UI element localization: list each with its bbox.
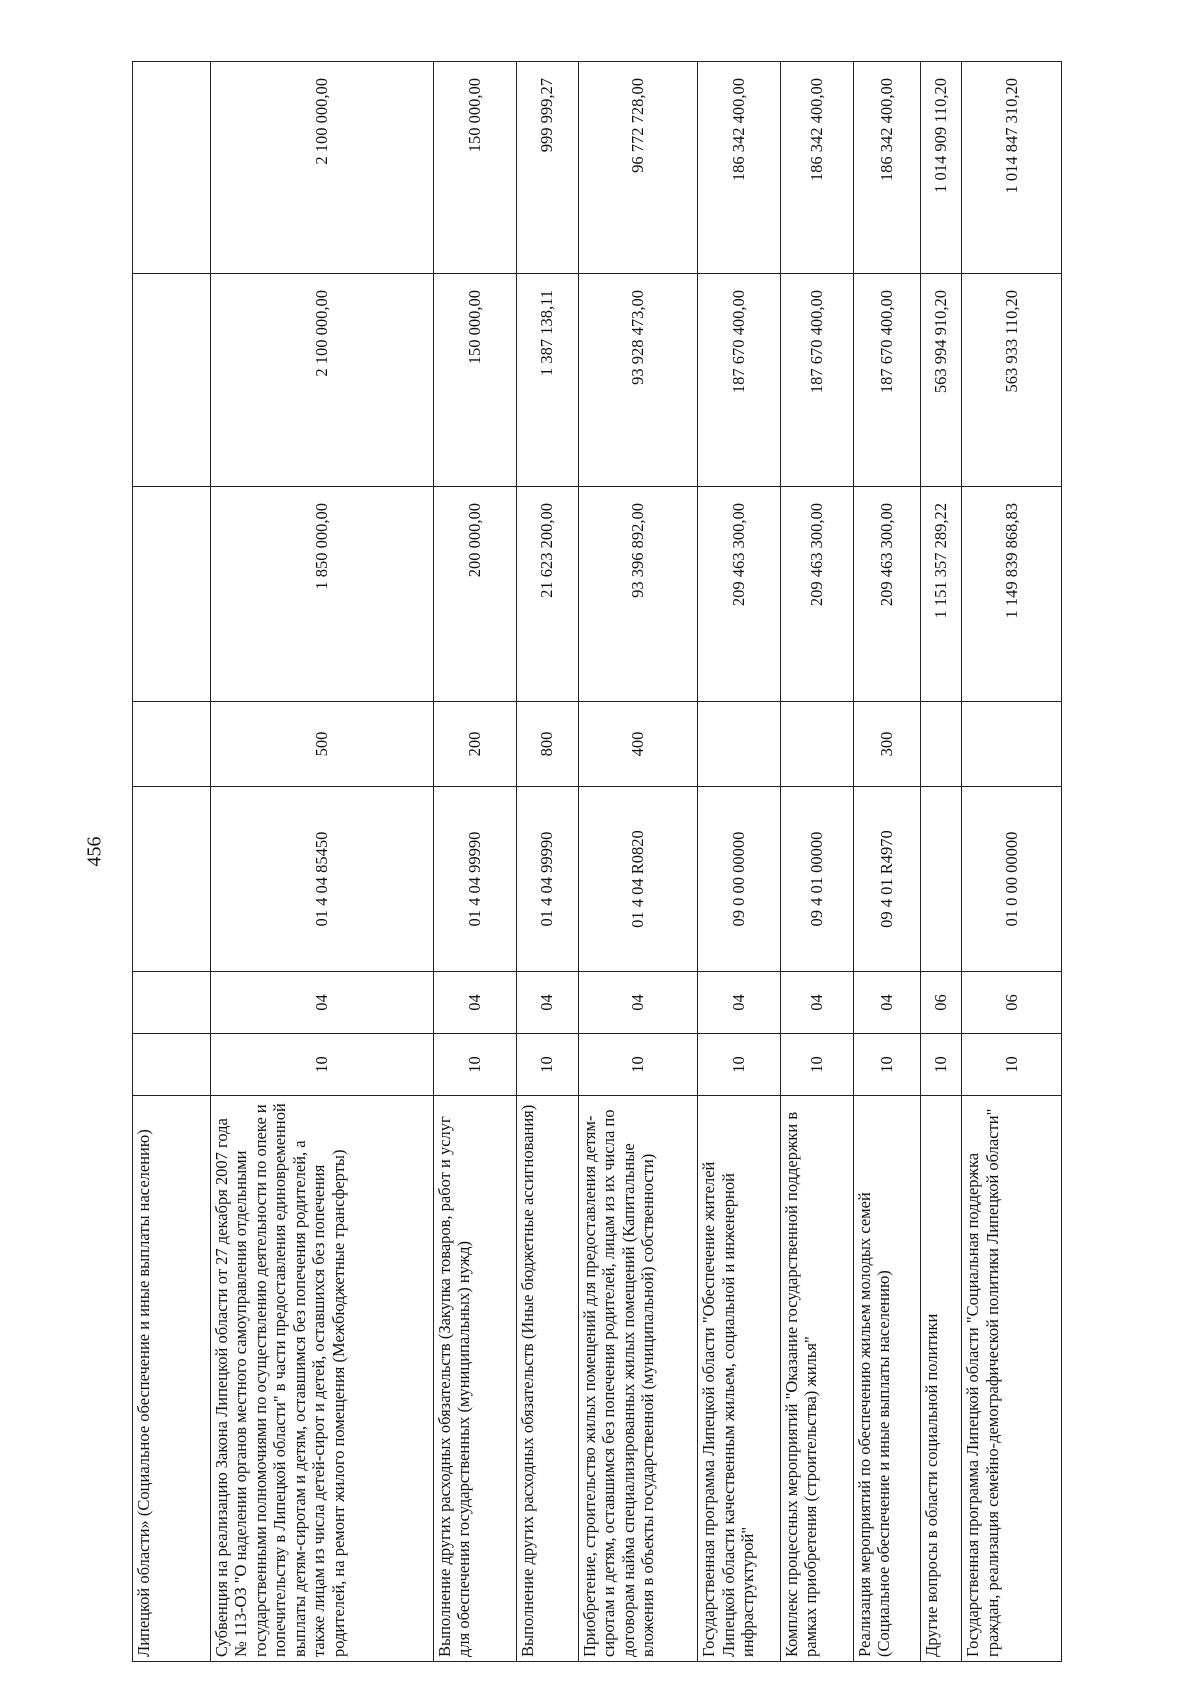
subsection-code-cell: 04 [698, 972, 781, 1034]
table-row [780, 62, 853, 1662]
year1-amount-cell: 209 463 300,00 [698, 487, 781, 702]
row-name-cell: Выполнение других расходных обязательств (Закупка товаров, работ и услуг для обеспечения государственных (муниципальных) нужд) [433, 1096, 516, 1662]
year1-amount-cell: 1 149 839 868,83 [962, 487, 1062, 702]
year3-amount-cell: 96 772 728,00 [578, 62, 697, 274]
year2-amount-cell: 150 000,00 [433, 274, 516, 487]
section-code-cell: 10 [853, 1034, 920, 1096]
expense-type-cell [962, 702, 1062, 787]
year3-amount-cell: 2 100 000,00 [210, 62, 433, 274]
row-name-cell: Субвенция на реализацию Закона Липецкой области от 27 декабря 2007 года № 113-ОЗ "О наделении органов местного самоуправления отдельными государственными полномочиями по осуществлению деятельности по опеке и попечительству в Липецкой области" в части предоставления единовременной выплаты детям-сиротам и детям, оставшимся без попечения родителей, а также лицам из числа детей-сирот и детей, оставшихся без попечения родителей, на ремонт жилого помещения (Межбюджетные трансферты) [210, 1096, 433, 1662]
subsection-code-cell [133, 972, 211, 1034]
target-article-cell: 01 4 04 R0820 [578, 787, 697, 972]
expense-type-cell [133, 702, 211, 787]
target-article-cell: 09 4 01 00000 [780, 787, 853, 972]
section-code-cell: 10 [962, 1034, 1062, 1096]
expense-type-cell: 300 [853, 702, 920, 787]
year1-amount-cell: 93 396 892,00 [578, 487, 697, 702]
year1-amount-cell: 21 623 200,00 [516, 487, 578, 702]
year2-amount-cell: 93 928 473,00 [578, 274, 697, 487]
target-article-cell: 09 4 01 R4970 [853, 787, 920, 972]
year1-amount-cell: 209 463 300,00 [853, 487, 920, 702]
year2-amount-cell: 563 994 910,20 [920, 274, 961, 487]
year3-amount-cell: 1 014 847 310,20 [962, 62, 1062, 274]
subsection-code-cell: 04 [516, 972, 578, 1034]
table-row [133, 62, 211, 1662]
year2-amount-cell: 563 933 110,20 [962, 274, 1062, 487]
table-row [433, 62, 516, 1662]
row-name-cell: Комплекс процессных мероприятий "Оказание государственной поддержки в рамках приобретения (строительства) жилья" [780, 1096, 853, 1662]
subsection-code-cell: 04 [853, 972, 920, 1034]
year1-amount-cell: 209 463 300,00 [780, 487, 853, 702]
row-name-cell: Государственная программа Липецкой области "Социальная поддержка граждан, реализация семейно-демографической политики Липецкой области" [962, 1096, 1062, 1662]
subsection-code-cell: 04 [578, 972, 697, 1034]
subsection-code-cell: 06 [920, 972, 961, 1034]
target-article-cell: 09 0 00 00000 [698, 787, 781, 972]
section-code-cell [133, 1034, 211, 1096]
year2-amount-cell [133, 274, 211, 487]
year1-amount-cell: 200 000,00 [433, 487, 516, 702]
budget-table [132, 61, 1062, 1662]
row-name-cell: Выполнение других расходных обязательств (Иные бюджетные ассигнования) [516, 1096, 578, 1662]
year3-amount-cell: 999 999,27 [516, 62, 578, 274]
subsection-code-cell: 04 [210, 972, 433, 1034]
target-article-cell: 01 4 04 99990 [516, 787, 578, 972]
expense-type-cell: 500 [210, 702, 433, 787]
subsection-code-cell: 04 [433, 972, 516, 1034]
year3-amount-cell: 186 342 400,00 [853, 62, 920, 274]
section-code-cell: 10 [210, 1034, 433, 1096]
subsection-code-cell: 04 [780, 972, 853, 1034]
year3-amount-cell: 186 342 400,00 [780, 62, 853, 274]
expense-type-cell: 400 [578, 702, 697, 787]
subsection-code-cell: 06 [962, 972, 1062, 1034]
year1-amount-cell: 1 151 357 289,22 [920, 487, 961, 702]
row-name-cell: Приобретение, строительство жилых помещений для предоставления детям-сиротам и детям, оставшимся без попечения родителей, лицам из их числа по договорам найма специализированных жилых помещений (Капитальные вложения в объекты государственной (муниципальной) собственности) [578, 1096, 697, 1662]
section-code-cell: 10 [920, 1034, 961, 1096]
budget-table-body [133, 62, 1062, 1662]
table-row [698, 62, 781, 1662]
target-article-cell: 01 4 04 99990 [433, 787, 516, 972]
page-number: 456 [83, 836, 106, 866]
target-article-cell: 01 4 04 85450 [210, 787, 433, 972]
expense-type-cell [698, 702, 781, 787]
target-article-cell [133, 787, 211, 972]
table-row [516, 62, 578, 1662]
target-article-cell: 01 0 00 00000 [962, 787, 1062, 972]
budget-table-rotated [132, 62, 1062, 1662]
section-code-cell: 10 [433, 1034, 516, 1096]
table-row [920, 62, 961, 1662]
year2-amount-cell: 187 670 400,00 [853, 274, 920, 487]
year2-amount-cell: 2 100 000,00 [210, 274, 433, 487]
year1-amount-cell [133, 487, 211, 702]
section-code-cell: 10 [698, 1034, 781, 1096]
year3-amount-cell [133, 62, 211, 274]
year3-amount-cell: 186 342 400,00 [698, 62, 781, 274]
table-row [853, 62, 920, 1662]
expense-type-cell [780, 702, 853, 787]
year2-amount-cell: 187 670 400,00 [780, 274, 853, 487]
target-article-cell [920, 787, 961, 972]
section-code-cell: 10 [516, 1034, 578, 1096]
row-name-cell: Другие вопросы в области социальной политики [920, 1096, 961, 1662]
expense-type-cell: 800 [516, 702, 578, 787]
table-row [962, 62, 1062, 1662]
table-row [578, 62, 697, 1662]
year3-amount-cell: 150 000,00 [433, 62, 516, 274]
row-name-cell: Государственная программа Липецкой области "Обеспечение жителей Липецкой области качественным жильем, социальной и инженерной инфраструктурой" [698, 1096, 781, 1662]
section-code-cell: 10 [578, 1034, 697, 1096]
row-name-cell: Реализация мероприятий по обеспечению жильем молодых семей (Социальное обеспечение и иные выплаты населению) [853, 1096, 920, 1662]
section-code-cell: 10 [780, 1034, 853, 1096]
expense-type-cell [920, 702, 961, 787]
year3-amount-cell: 1 014 909 110,20 [920, 62, 961, 274]
expense-type-cell: 200 [433, 702, 516, 787]
year2-amount-cell: 187 670 400,00 [698, 274, 781, 487]
row-name-cell: Липецкой области» (Социальное обеспечение и иные выплаты населению) [133, 1096, 211, 1662]
table-row [210, 62, 433, 1662]
year2-amount-cell: 1 387 138,11 [516, 274, 578, 487]
year1-amount-cell: 1 850 000,00 [210, 487, 433, 702]
